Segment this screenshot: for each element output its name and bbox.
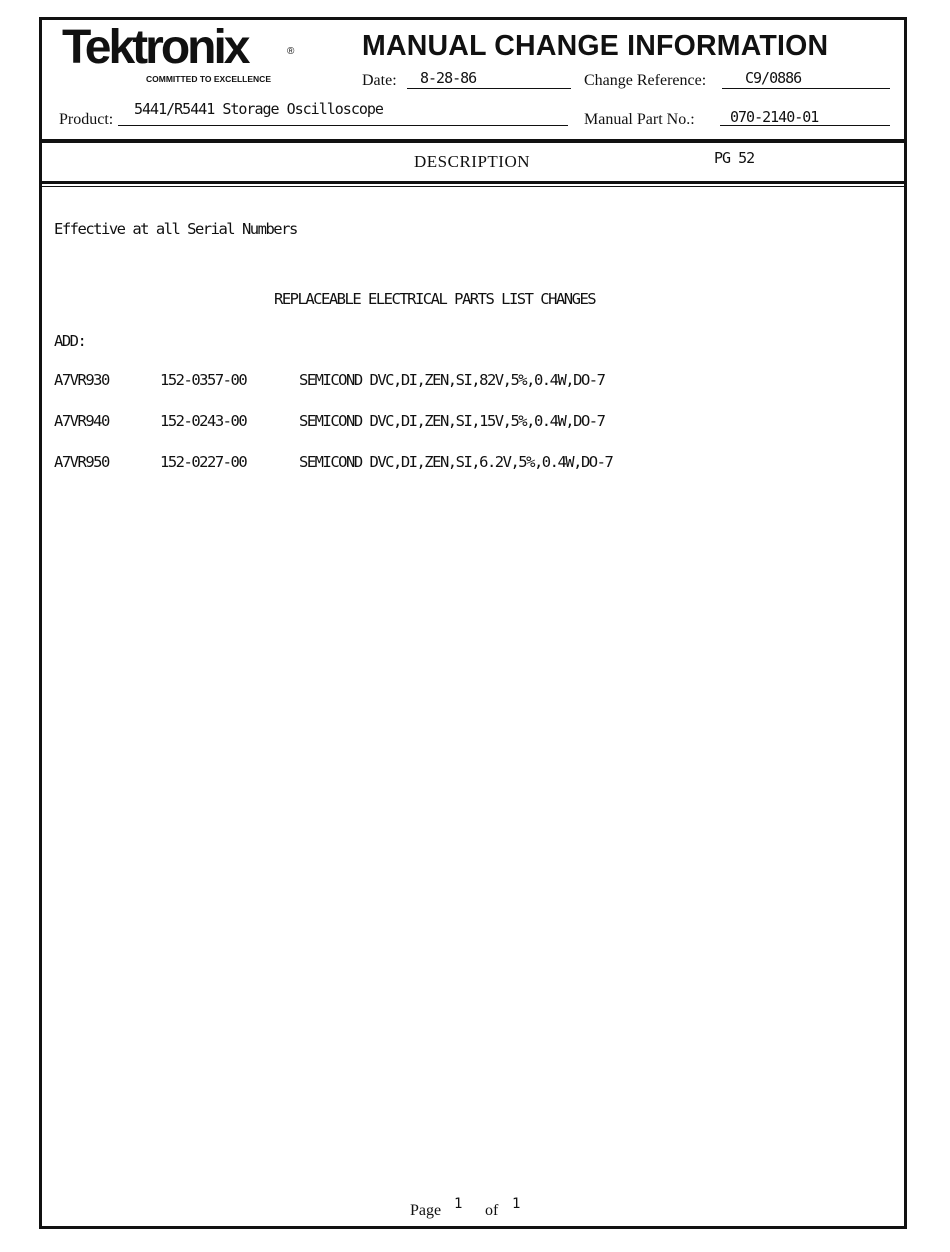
effective-note: Effective at all Serial Numbers [54, 220, 297, 238]
product-label: Product: [59, 111, 114, 128]
page-total: 1 [512, 1196, 520, 1212]
registered-mark: ® [287, 46, 295, 57]
page-reference: PG 52 [714, 149, 755, 167]
change-reference-label: Change Reference: [584, 72, 707, 89]
date-value: 8-28-86 [420, 69, 477, 87]
change-reference-value: C9/0886 [745, 69, 802, 87]
of-label: of [485, 1202, 499, 1219]
tektronix-logo: Tektronix [62, 21, 248, 74]
product-underline [118, 125, 568, 126]
part-number: 152-0243-00 [160, 412, 247, 430]
part-number: 152-0227-00 [160, 453, 247, 471]
description-divider [42, 181, 904, 184]
page-label: Page [410, 1202, 442, 1219]
part-description: SEMICOND DVC,DI,ZEN,SI,6.2V,5%,0.4W,DO-7 [299, 453, 613, 471]
manual-part-value: 070-2140-01 [730, 108, 819, 126]
part-description: SEMICOND DVC,DI,ZEN,SI,82V,5%,0.4W,DO-7 [299, 371, 605, 389]
date-underline [407, 88, 571, 89]
section-title: REPLACEABLE ELECTRICAL PARTS LIST CHANGES [274, 290, 596, 308]
form-title: MANUAL CHANGE INFORMATION [362, 30, 829, 62]
logo-tagline: COMMITTED TO EXCELLENCE [146, 74, 271, 84]
part-description: SEMICOND DVC,DI,ZEN,SI,15V,5%,0.4W,DO-7 [299, 412, 605, 430]
description-label: DESCRIPTION [414, 152, 531, 171]
manual-part-label: Manual Part No.: [584, 111, 695, 128]
action-label: ADD: [54, 332, 86, 350]
date-label: Date: [362, 72, 397, 89]
part-ref: A7VR940 [54, 412, 109, 430]
page-number: 1 [454, 1196, 462, 1212]
part-number: 152-0357-00 [160, 371, 247, 389]
part-ref: A7VR950 [54, 453, 109, 471]
change-reference-underline [722, 88, 890, 89]
page-frame [39, 17, 907, 1229]
product-value: 5441/R5441 Storage Oscilloscope [134, 100, 383, 118]
part-ref: A7VR930 [54, 371, 109, 389]
description-divider-thin [42, 186, 904, 187]
header-divider-thin [42, 142, 904, 143]
